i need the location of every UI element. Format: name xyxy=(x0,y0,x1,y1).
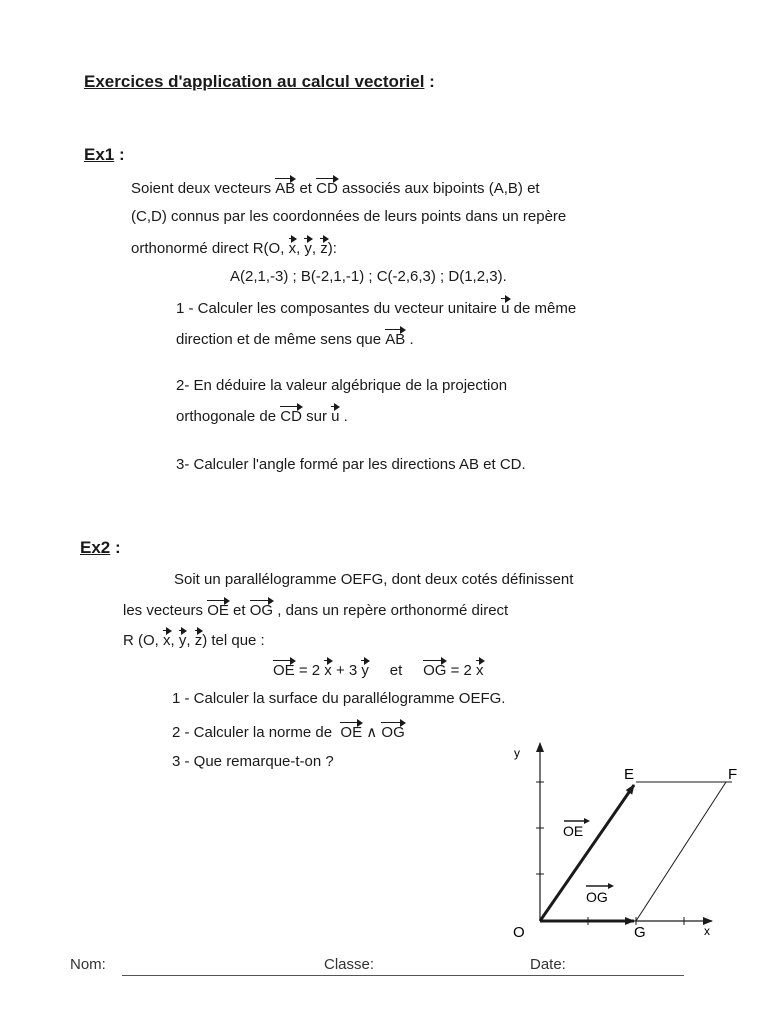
ex1-q2-line-1: 2- En déduire la valeur algébrique de la projection xyxy=(176,377,508,394)
ex1-intro-line-1 xyxy=(131,178,540,197)
label-oe-text: OE xyxy=(563,823,584,839)
point-label-e: E xyxy=(624,766,635,783)
text-run: et xyxy=(368,662,424,679)
vector-z: z xyxy=(194,632,203,649)
ex2-intro-line-1: Soit un parallélogramme OEFG, dont deux cotés définissent xyxy=(174,571,574,588)
vector-x: x xyxy=(288,240,297,257)
wedge-symbol: ∧ xyxy=(362,724,382,741)
axis-ticks xyxy=(536,782,684,925)
vector-x: x xyxy=(163,632,171,649)
vector-u: u xyxy=(331,408,340,425)
ex1-q1-line-2 xyxy=(176,329,414,348)
label-og xyxy=(586,883,614,905)
vector-z: z xyxy=(320,240,328,257)
label-oe xyxy=(563,818,590,839)
ex2-equation xyxy=(273,660,484,679)
text-run: orthogonale de xyxy=(176,408,281,425)
text-run: ) tel que : xyxy=(202,632,265,649)
footer-line xyxy=(122,975,684,976)
ex1-intro-line-3 xyxy=(131,238,337,257)
vector-x: x xyxy=(476,662,484,679)
text-run: . xyxy=(405,331,414,348)
text-run: , xyxy=(296,240,305,257)
parallelogram-figure xyxy=(500,735,738,945)
ex1-q3: 3- Calculer l'angle formé par les directions AB et CD. xyxy=(176,456,526,473)
edge-fg xyxy=(636,782,726,921)
ex2-heading-suffix: : xyxy=(110,538,121,557)
text-run: , xyxy=(311,240,321,257)
vector-ab: AB xyxy=(275,180,296,197)
text-run: = 2 xyxy=(446,662,477,679)
vector-cd: CD xyxy=(280,408,302,425)
footer-classe: Classe: xyxy=(324,956,375,973)
ex1-points: A(2,1,-3) ; B(-2,1,-1) ; C(-2,6,3) ; D(1,2,3). xyxy=(230,268,507,285)
label-og-text: OG xyxy=(586,889,608,905)
ex1-heading-suffix: : xyxy=(114,145,125,164)
ex2-q3: 3 - Que remarque-t-on ? xyxy=(172,753,334,770)
ex1-heading-label: Ex1 xyxy=(84,145,115,164)
text-run: = 2 xyxy=(294,662,325,679)
footer-nom: Nom: xyxy=(70,956,106,973)
text-run: et xyxy=(295,180,317,197)
ex2-intro-line-3 xyxy=(123,630,265,649)
text-run: , dans un repère orthonormé direct xyxy=(273,602,509,619)
vector-y: y xyxy=(361,662,369,679)
ex2-heading-label: Ex2 xyxy=(80,538,111,557)
ex2-q1: 1 - Calculer la surface du parallélogramme OEFG. xyxy=(172,690,506,707)
title-suffix: : xyxy=(424,72,435,91)
text-run: 1 - Calculer les composantes du vecteur unitaire xyxy=(176,300,502,317)
text-run: les vecteurs xyxy=(123,602,208,619)
text-run: sur xyxy=(301,408,332,425)
vector-oe: OE xyxy=(340,724,363,741)
vector-og: OG xyxy=(423,662,447,679)
text-run: direction et de même sens que xyxy=(176,331,386,348)
vector-og: OG xyxy=(381,724,405,741)
text-run: R (O, xyxy=(123,632,163,649)
page-title xyxy=(84,72,435,92)
vector-y: y xyxy=(304,240,312,257)
ex1-heading xyxy=(84,145,125,165)
ex1-q1-line-1 xyxy=(176,298,576,317)
vector-y: y xyxy=(178,632,187,649)
vector-u: u xyxy=(501,300,510,317)
text-run: de même xyxy=(509,300,577,317)
text-run: ): xyxy=(327,240,337,257)
title-text: Exercices d'application au calcul vectoriel xyxy=(84,72,425,91)
text-run: + 3 xyxy=(331,662,362,679)
text-run: et xyxy=(228,602,250,619)
ex1-intro-line-2: (C,D) connus par les coordonnées de leurs points dans un repère xyxy=(131,208,567,225)
vector-cd: CD xyxy=(316,180,338,197)
point-label-f: F xyxy=(728,766,738,783)
ex2-q2 xyxy=(172,722,405,741)
axis-label-x: x xyxy=(704,924,710,938)
vector-x: x xyxy=(324,662,332,679)
text-run: , xyxy=(170,632,179,649)
text-run: . xyxy=(339,408,348,425)
axis-label-y: y xyxy=(514,746,520,760)
ex1-q2-line-2 xyxy=(176,406,348,425)
point-label-o: O xyxy=(513,924,525,941)
text-run: , xyxy=(186,632,195,649)
vector-oe: OE xyxy=(273,662,295,679)
text-run: Soient deux vecteurs xyxy=(131,180,276,197)
point-label-g: G xyxy=(634,924,646,941)
footer-date: Date: xyxy=(530,956,566,973)
vector-og: OG xyxy=(249,602,274,619)
text-run: 2 - Calculer la norme de xyxy=(172,724,341,741)
vector-oe: OE xyxy=(207,602,229,619)
vector-ab: AB xyxy=(385,331,406,348)
ex2-intro-line-2 xyxy=(123,600,508,619)
ex2-heading xyxy=(80,538,121,558)
text-run: orthonormé direct R(O, xyxy=(131,240,289,257)
text-run: associés aux bipoints (A,B) et xyxy=(337,180,540,197)
